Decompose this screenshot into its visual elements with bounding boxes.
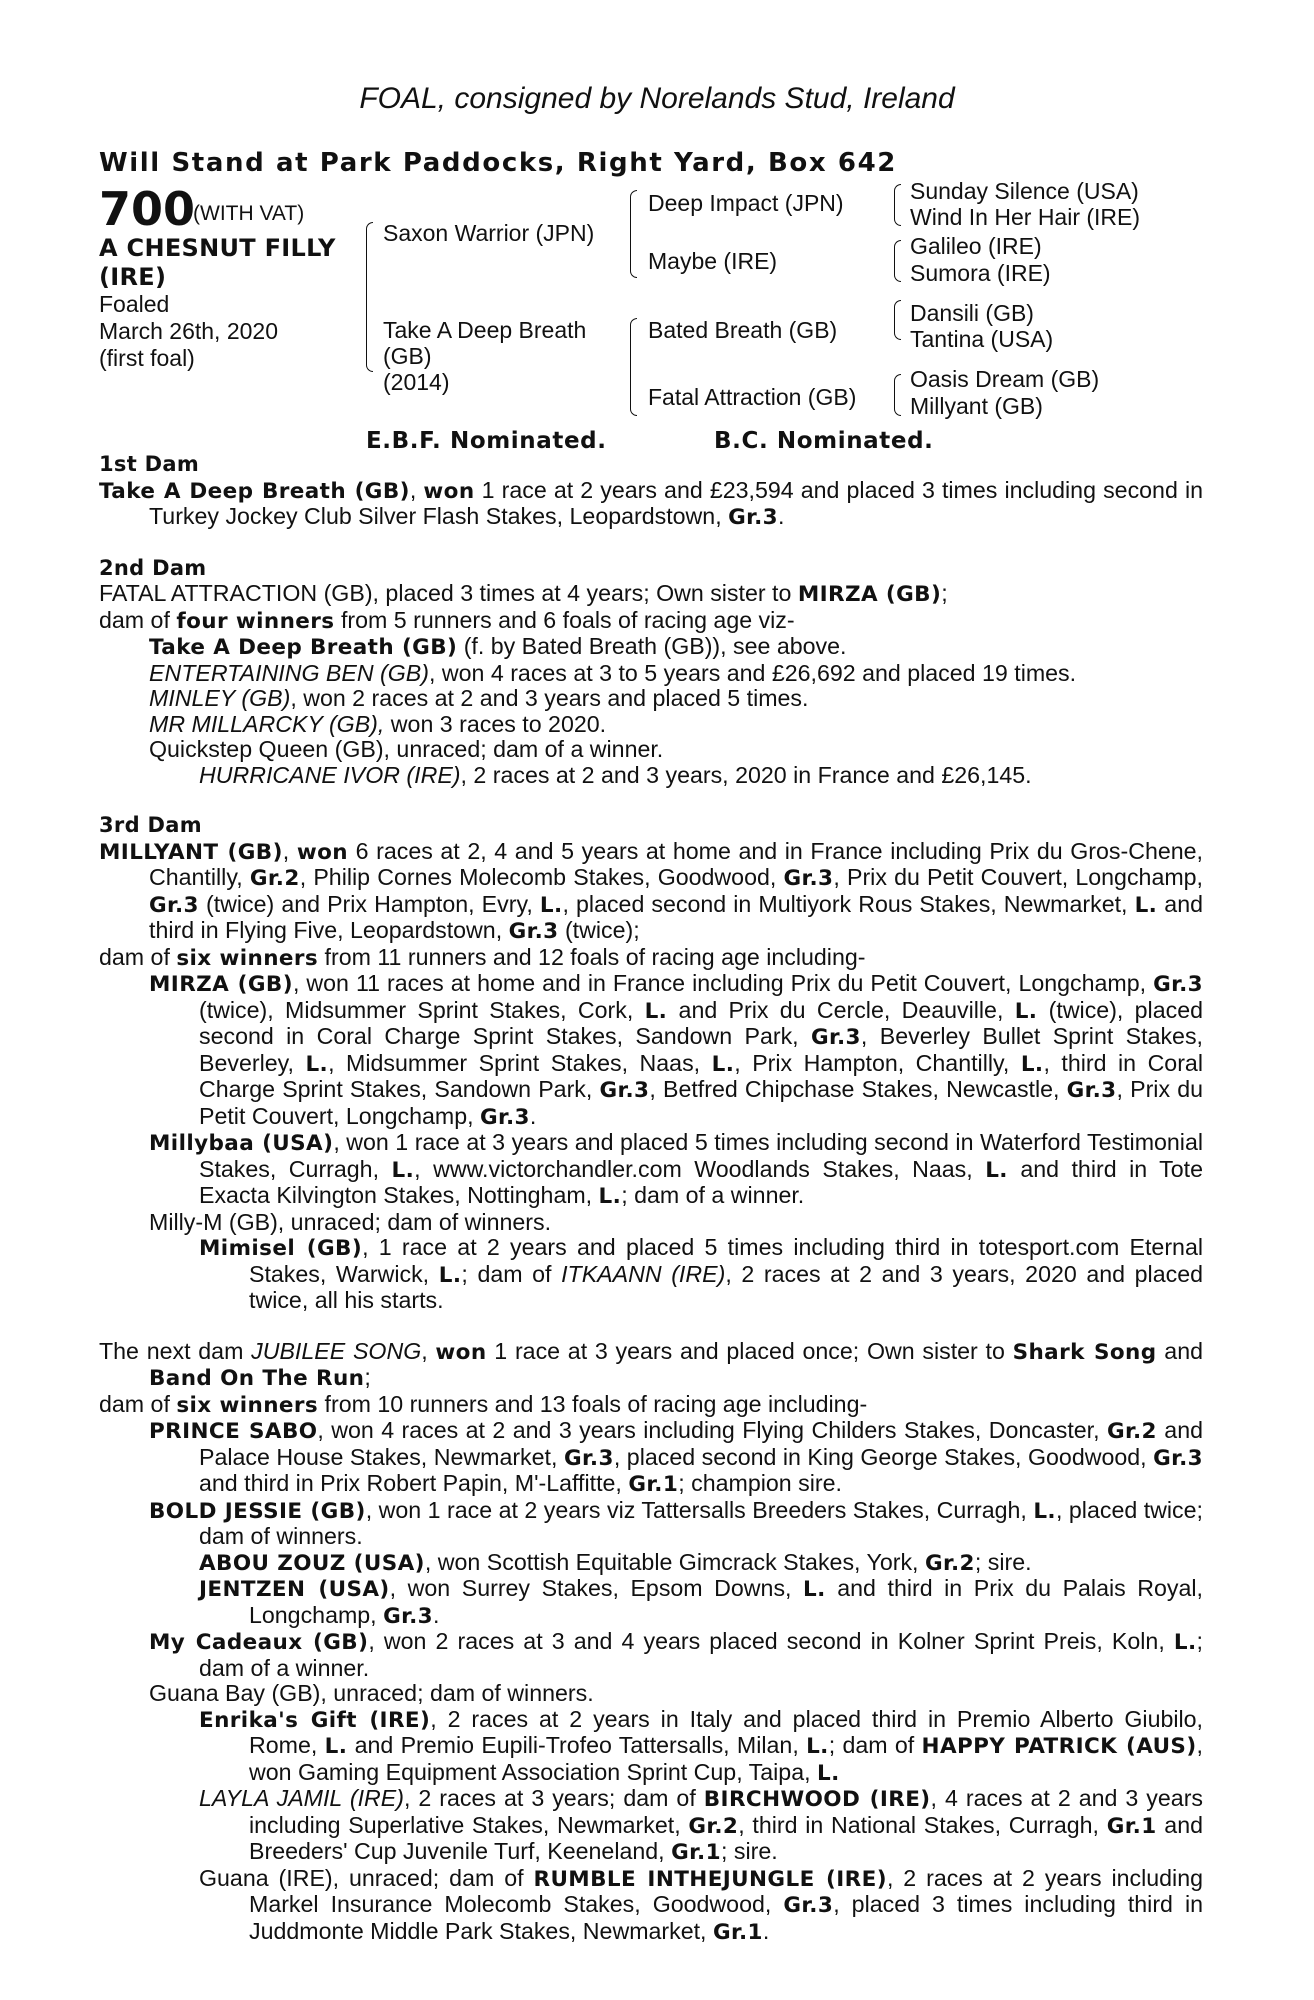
text-run: Gr.1 (671, 1840, 721, 1865)
text-run: Gr.3 (149, 892, 199, 918)
race-record-paragraph (99, 1339, 1203, 1392)
text-run: HAPPY PATRICK (AUS) (921, 1734, 1197, 1759)
text-run: L. (806, 1734, 829, 1759)
text-run: won 3 races to 2020. (384, 710, 607, 737)
text-run: dam of (99, 1390, 177, 1417)
text-run: The next dam (99, 1337, 252, 1364)
section-heading-first-dam: 1st Dam (99, 452, 200, 476)
dam-line-text (99, 452, 1203, 1945)
text-run: JENTZEN (USA) (199, 1577, 390, 1602)
section-heading-third-dam: 3rd Dam (99, 813, 202, 837)
text-run: L. (391, 1157, 415, 1183)
pedigree-ggp: Sunday Silence (USA) (910, 178, 1139, 204)
text-run: dam of (99, 606, 177, 633)
text-run: L. (324, 1734, 348, 1759)
race-record-paragraph (99, 1418, 1203, 1498)
pedigree-ggp: Dansili (GB) (910, 300, 1034, 326)
pedigree-ggp: Oasis Dream (GB) (910, 366, 1100, 392)
text-run: (twice), Midsummer Sprint Stakes, Cork, (199, 996, 645, 1023)
text-run: and Prix du Cercle, Deauville, (667, 996, 1015, 1023)
text-run: Milly-M (GB), unraced; dam of winners. (149, 1208, 552, 1235)
text-run: MIRZA (GB) (149, 972, 293, 997)
text-run: L. (1173, 1630, 1197, 1655)
text-run: Take A Deep Breath (GB) (149, 635, 458, 660)
race-record-paragraph (99, 1681, 1203, 1707)
text-run: ; (941, 580, 948, 606)
text-run: , won 2 races at 3 and 4 years placed second in Kolner Sprint Preis, Koln, (368, 1628, 1174, 1654)
pedigree-sire: Saxon Warrior (JPN) (383, 220, 595, 246)
text-run: Guana Bay (GB), unraced; dam of winners. (149, 1680, 594, 1706)
text-run: Gr.3 (599, 1078, 650, 1103)
text-run: 6 races at 2, 4 and 5 years at home and in France including Prix du Gros-Chene, Chantilly, (149, 837, 1203, 890)
text-run: (twice) and Prix Hampton, Evry, (198, 890, 540, 917)
pedigree-sire-dam: Maybe (IRE) (648, 248, 778, 274)
text-run: L. (1014, 998, 1038, 1024)
pedigree-ggp: Sumora (IRE) (910, 260, 1051, 286)
text-run: and Breeders' Cup Juvenile Turf, Keeneland, (249, 1811, 1203, 1864)
pedigree-bracket (630, 318, 637, 416)
text-run: from 5 runners and 6 foals of racing age viz- (334, 606, 795, 633)
text-run: Gr.3 (1066, 1078, 1117, 1103)
text-run: and third in Tote Exacta Kilvington Stakes, Nottingham, (199, 1155, 1203, 1208)
pedigree-dam (383, 317, 586, 395)
race-record-paragraph (99, 1235, 1203, 1314)
text-run: , 2 races at 2 years in Italy and placed third in Premio Alberto Giubilo, Rome, (249, 1705, 1203, 1758)
text-run: L. (1134, 892, 1158, 918)
text-run: L. (816, 1760, 840, 1786)
text-run: L. (644, 998, 668, 1024)
text-run: . (778, 503, 785, 529)
pedigree-bracket (894, 300, 901, 340)
text-run: Millybaa (USA) (149, 1131, 334, 1156)
text-run: ; dam of a winner. (621, 1182, 805, 1208)
race-record-paragraph (99, 1210, 1203, 1236)
text-run: , Prix du Petit Couvert, Longchamp, (199, 1076, 1203, 1129)
text-run: (twice); (558, 917, 640, 943)
race-record-paragraph (99, 1629, 1203, 1681)
text-run: , won 4 races at 3 to 5 years and £26,692 and placed 19 times. (429, 659, 1077, 686)
text-run: , placed second in Multiyork Rous Stakes, Newmarket, (562, 890, 1135, 917)
text-run: and Palace House Stakes, Newmarket, (199, 1417, 1203, 1470)
text-run: ; (364, 1364, 371, 1390)
text-run: won (296, 839, 348, 865)
text-run: won (423, 478, 475, 504)
text-run: MILLYANT (GB) (99, 839, 283, 865)
text-run: Gr.3 (728, 505, 778, 530)
pedigree-bracket (366, 222, 373, 372)
stand-location: Will Stand at Park Paddocks, Right Yard, Box 642 (99, 148, 897, 178)
text-run: , won 1 race at 3 years and placed 5 times including second in Waterford Testimonial Stakes, Curragh, (199, 1129, 1203, 1182)
text-run: FATAL ATTRACTION (GB), placed 3 times at 4 years; Own sister to (99, 580, 798, 606)
text-run: , won 11 races at home and in France including Prix du Petit Couvert, Longchamp, (292, 970, 1154, 996)
race-record-paragraph (99, 478, 1203, 531)
text-run: , Prix Hampton, Chantilly, (734, 1049, 1021, 1076)
text-run: , www.victorchandler.com Woodlands Stakes, Naas, (414, 1155, 986, 1182)
text-run: 1 race at 3 years and placed once; Own sister to (486, 1337, 1013, 1364)
text-run: Shark Song (1012, 1339, 1157, 1365)
text-run: MR MILLARCKY (GB), (149, 710, 385, 737)
text-run: ; dam of a winner. (199, 1628, 1203, 1681)
text-run: four winners (176, 608, 335, 634)
race-record-paragraph (99, 1707, 1203, 1787)
text-run: , Midsummer Sprint Stakes, Naas, (328, 1049, 712, 1076)
vat-note: (WITH VAT) (193, 202, 305, 225)
text-run: Gr.3 (563, 1445, 614, 1471)
text-run: BIRCHWOOD (IRE) (703, 1787, 931, 1812)
text-run: ABOU ZOUZ (USA) (199, 1550, 425, 1576)
text-run: L. (1033, 1498, 1056, 1524)
text-run: , placed twice; dam of winners. (199, 1496, 1203, 1549)
text-run: Band On The Run (149, 1366, 365, 1391)
text-run: , third in National Stakes, Curragh, (738, 1811, 1107, 1838)
text-run: six winners (176, 945, 319, 971)
text-run: Gr.2 (924, 1550, 975, 1576)
horse-description (99, 234, 336, 292)
text-run: , 2 races at 2 years including Markel Insurance Molecomb Stakes, Goodwood, (249, 1864, 1203, 1917)
text-run: , 2 races at 3 years; dam of (403, 1785, 704, 1811)
text-run: . (529, 1102, 537, 1129)
pedigree-ggp: Galileo (IRE) (910, 233, 1042, 259)
text-run: ; champion sire. (678, 1470, 842, 1496)
text-run: BOLD JESSIE (GB) (149, 1498, 366, 1524)
text-run: . (762, 1917, 770, 1944)
text-run: L. (803, 1577, 826, 1602)
pedigree-dam-dam: Fatal Attraction (GB) (648, 384, 857, 410)
pedigree-ggp: Tantina (USA) (910, 326, 1054, 352)
text-run: Gr.3 (383, 1603, 433, 1629)
text-run: ENTERTAINING BEN (GB) (149, 659, 429, 686)
foal-note: (first foal) (99, 345, 195, 371)
text-run: ; dam of (461, 1260, 562, 1287)
lot-number: 700 (99, 182, 196, 236)
text-run: HURRICANE IVOR (IRE) (199, 761, 461, 788)
pedigree-dam-origin: (GB) (383, 343, 432, 369)
text-run: Gr.1 (712, 1919, 763, 1945)
text-run: , third in Coral Charge Sprint Stakes, Sandown Park, (199, 1049, 1203, 1102)
text-run: , won Gaming Equipment Association Sprint Cup, Taipa, (249, 1732, 1203, 1785)
text-run: , Beverley Bullet Sprint Stakes, Beverley, (199, 1023, 1203, 1076)
text-run: , (282, 837, 297, 864)
race-record-paragraph (99, 1498, 1203, 1550)
text-run: Gr.3 (783, 1893, 834, 1918)
section-heading-second-dam: 2nd Dam (99, 555, 207, 580)
text-run: and third in Prix Robert Papin, M'-Laffitte, (199, 1470, 629, 1496)
race-record-paragraph (99, 581, 1203, 608)
text-run: MINLEY (GB) (149, 685, 291, 711)
text-run: , 1 race at 2 years and placed 5 times including third in totesport.com Eternal Stakes, Warwick, (249, 1234, 1203, 1287)
pedigree-ggp: Wind In Her Hair (IRE) (910, 204, 1141, 230)
foaled-date: March 26th, 2020 (99, 318, 279, 344)
text-run: Gr.3 (508, 919, 559, 944)
race-record-paragraph (99, 608, 1203, 635)
pedigree-dam-year: (2014) (383, 369, 450, 395)
race-record-paragraph (99, 686, 1203, 712)
text-run: (f. by Bated Breath (GB)), see above. (457, 633, 847, 659)
ebf-nomination: E.B.F. Nominated. (366, 428, 607, 454)
text-run: MIRZA (GB) (797, 582, 942, 607)
text-run: Gr.3 (1153, 1445, 1204, 1471)
race-record-paragraph (99, 1550, 1203, 1577)
text-run: ; dam of (828, 1732, 922, 1758)
text-run: , won 2 races at 2 and 3 years and placed 5 times. (290, 685, 809, 711)
text-run: dam of (99, 943, 177, 970)
text-run: L. (711, 1051, 735, 1077)
text-run: Gr.2 (249, 866, 300, 891)
horse-description-line: A CHESNUT FILLY (99, 234, 336, 262)
text-run: Gr.1 (628, 1472, 679, 1497)
text-run: L. (598, 1184, 622, 1209)
text-run: (twice), placed second in Coral Charge Sprint Stakes, Sandown Park, (199, 996, 1203, 1049)
pedigree-ggp: Millyant (GB) (910, 393, 1043, 419)
text-run: My Cadeaux (GB) (149, 1630, 369, 1655)
text-run: JUBILEE SONG (251, 1337, 422, 1364)
text-run: , (421, 1337, 436, 1364)
text-run: , won 1 race at 2 years viz Tattersalls Breeders Stakes, Curragh, (365, 1496, 1034, 1523)
text-run: , placed 3 times including third in Juddmonte Middle Park Stakes, Newmarket, (249, 1891, 1203, 1944)
text-run: , Prix du Petit Couvert, Longchamp, (833, 864, 1203, 890)
text-run: , Betfred Chipchase Stakes, Newcastle, (649, 1076, 1067, 1102)
foaled-label: Foaled (99, 291, 170, 317)
text-run: Enrika's Gift (IRE) (199, 1707, 431, 1733)
race-record-paragraph (99, 945, 1203, 972)
text-run: Guana (IRE), unraced; dam of (199, 1864, 534, 1891)
race-record-paragraph (99, 1866, 1203, 1946)
text-run: Quickstep Queen (GB), unraced; dam of a winner. (149, 736, 664, 762)
text-run: ; sire. (720, 1838, 778, 1864)
text-run: , 2 races at 2 and 3 years, 2020 and placed twice, all his starts. (249, 1260, 1203, 1313)
text-run: ITKAANN (IRE) (561, 1260, 726, 1287)
race-record-paragraph (99, 737, 1203, 763)
race-record-paragraph (99, 661, 1203, 687)
foaling-info (99, 291, 278, 372)
text-run: LAYLA JAMIL (IRE) (199, 1785, 404, 1811)
text-run: L. (985, 1157, 1008, 1183)
bc-nomination: B.C. Nominated. (714, 428, 934, 454)
text-run: and Premio Eupili-Trofeo Tattersalls, Milan, (347, 1732, 807, 1758)
text-run: , Philip Cornes Molecomb Stakes, Goodwood, (299, 864, 784, 890)
text-run: L. (438, 1262, 462, 1288)
race-record-paragraph (99, 1576, 1203, 1629)
text-run: Gr.3 (783, 866, 834, 891)
text-run: and (1156, 1337, 1203, 1364)
race-record-paragraph (99, 1392, 1203, 1419)
race-record-paragraph (99, 839, 1203, 945)
consignor-heading: FOAL, consigned by Norelands Stud, Ireland (359, 82, 955, 115)
text-run: Mimisel (GB) (199, 1236, 363, 1261)
race-record-paragraph (99, 763, 1203, 789)
text-run: , placed second in King George Stakes, Goodwood, (613, 1443, 1154, 1470)
text-run: Gr.3 (811, 1025, 861, 1050)
text-run: , 4 races at 2 and 3 years including Superlative Stakes, Newmarket, (249, 1785, 1204, 1838)
pedigree-bracket (894, 240, 901, 282)
text-run: Gr.3 (1153, 972, 1204, 997)
text-run: Gr.1 (1106, 1813, 1157, 1839)
text-run: . (433, 1601, 440, 1628)
race-record-paragraph (99, 712, 1203, 738)
text-run: from 11 runners and 12 foals of racing age including- (318, 943, 866, 970)
text-run: L. (539, 892, 563, 918)
text-run: , won Surrey Stakes, Epsom Downs, (389, 1575, 804, 1601)
text-run: and third in Flying Five, Leopardstown, (149, 890, 1203, 943)
text-run: RUMBLE INTHEJUNGLE (IRE) (533, 1866, 887, 1892)
horse-description-line: (IRE) (99, 263, 167, 291)
text-run: Gr.2 (688, 1813, 739, 1839)
pedigree-bracket (894, 374, 901, 416)
text-run: and third in Prix du Palais Royal, Longchamp, (249, 1575, 1204, 1628)
pedigree-bracket (894, 184, 901, 226)
text-run: PRINCE SABO (149, 1419, 318, 1444)
pedigree-sire-sire: Deep Impact (JPN) (648, 190, 844, 216)
text-run: , won 4 races at 2 and 3 years including Flying Childers Stakes, Doncaster, (317, 1417, 1107, 1443)
pedigree-dam-sire: Bated Breath (GB) (648, 317, 838, 343)
text-run: , won Scottish Equitable Gimcrack Stakes, York, (424, 1548, 925, 1575)
text-run: Take A Deep Breath (GB) (99, 478, 410, 504)
text-run: L. (305, 1051, 329, 1077)
pedigree-dam-name: Take A Deep Breath (383, 317, 587, 343)
text-run: L. (1020, 1051, 1044, 1077)
text-run: 1 race at 2 years and £23,594 and placed 3 times including second in Turkey Jockey Club Silver Flash Stakes, Leopardstown, (149, 476, 1203, 529)
text-run: won (435, 1339, 487, 1365)
text-run: ; sire. (974, 1548, 1032, 1575)
pedigree-bracket (630, 190, 637, 278)
text-run: , 2 races at 2 and 3 years, 2020 in France and £26,145. (460, 761, 1032, 788)
race-record-paragraph (99, 1130, 1203, 1210)
text-run: Gr.3 (479, 1104, 530, 1130)
text-run: , (409, 476, 424, 503)
race-record-paragraph (99, 971, 1203, 1130)
text-run: six winners (176, 1392, 319, 1418)
race-record-paragraph (99, 634, 1203, 661)
text-run: from 10 runners and 13 foals of racing age including- (318, 1390, 868, 1417)
race-record-paragraph (99, 1786, 1203, 1866)
text-run: Gr.2 (1106, 1419, 1157, 1444)
